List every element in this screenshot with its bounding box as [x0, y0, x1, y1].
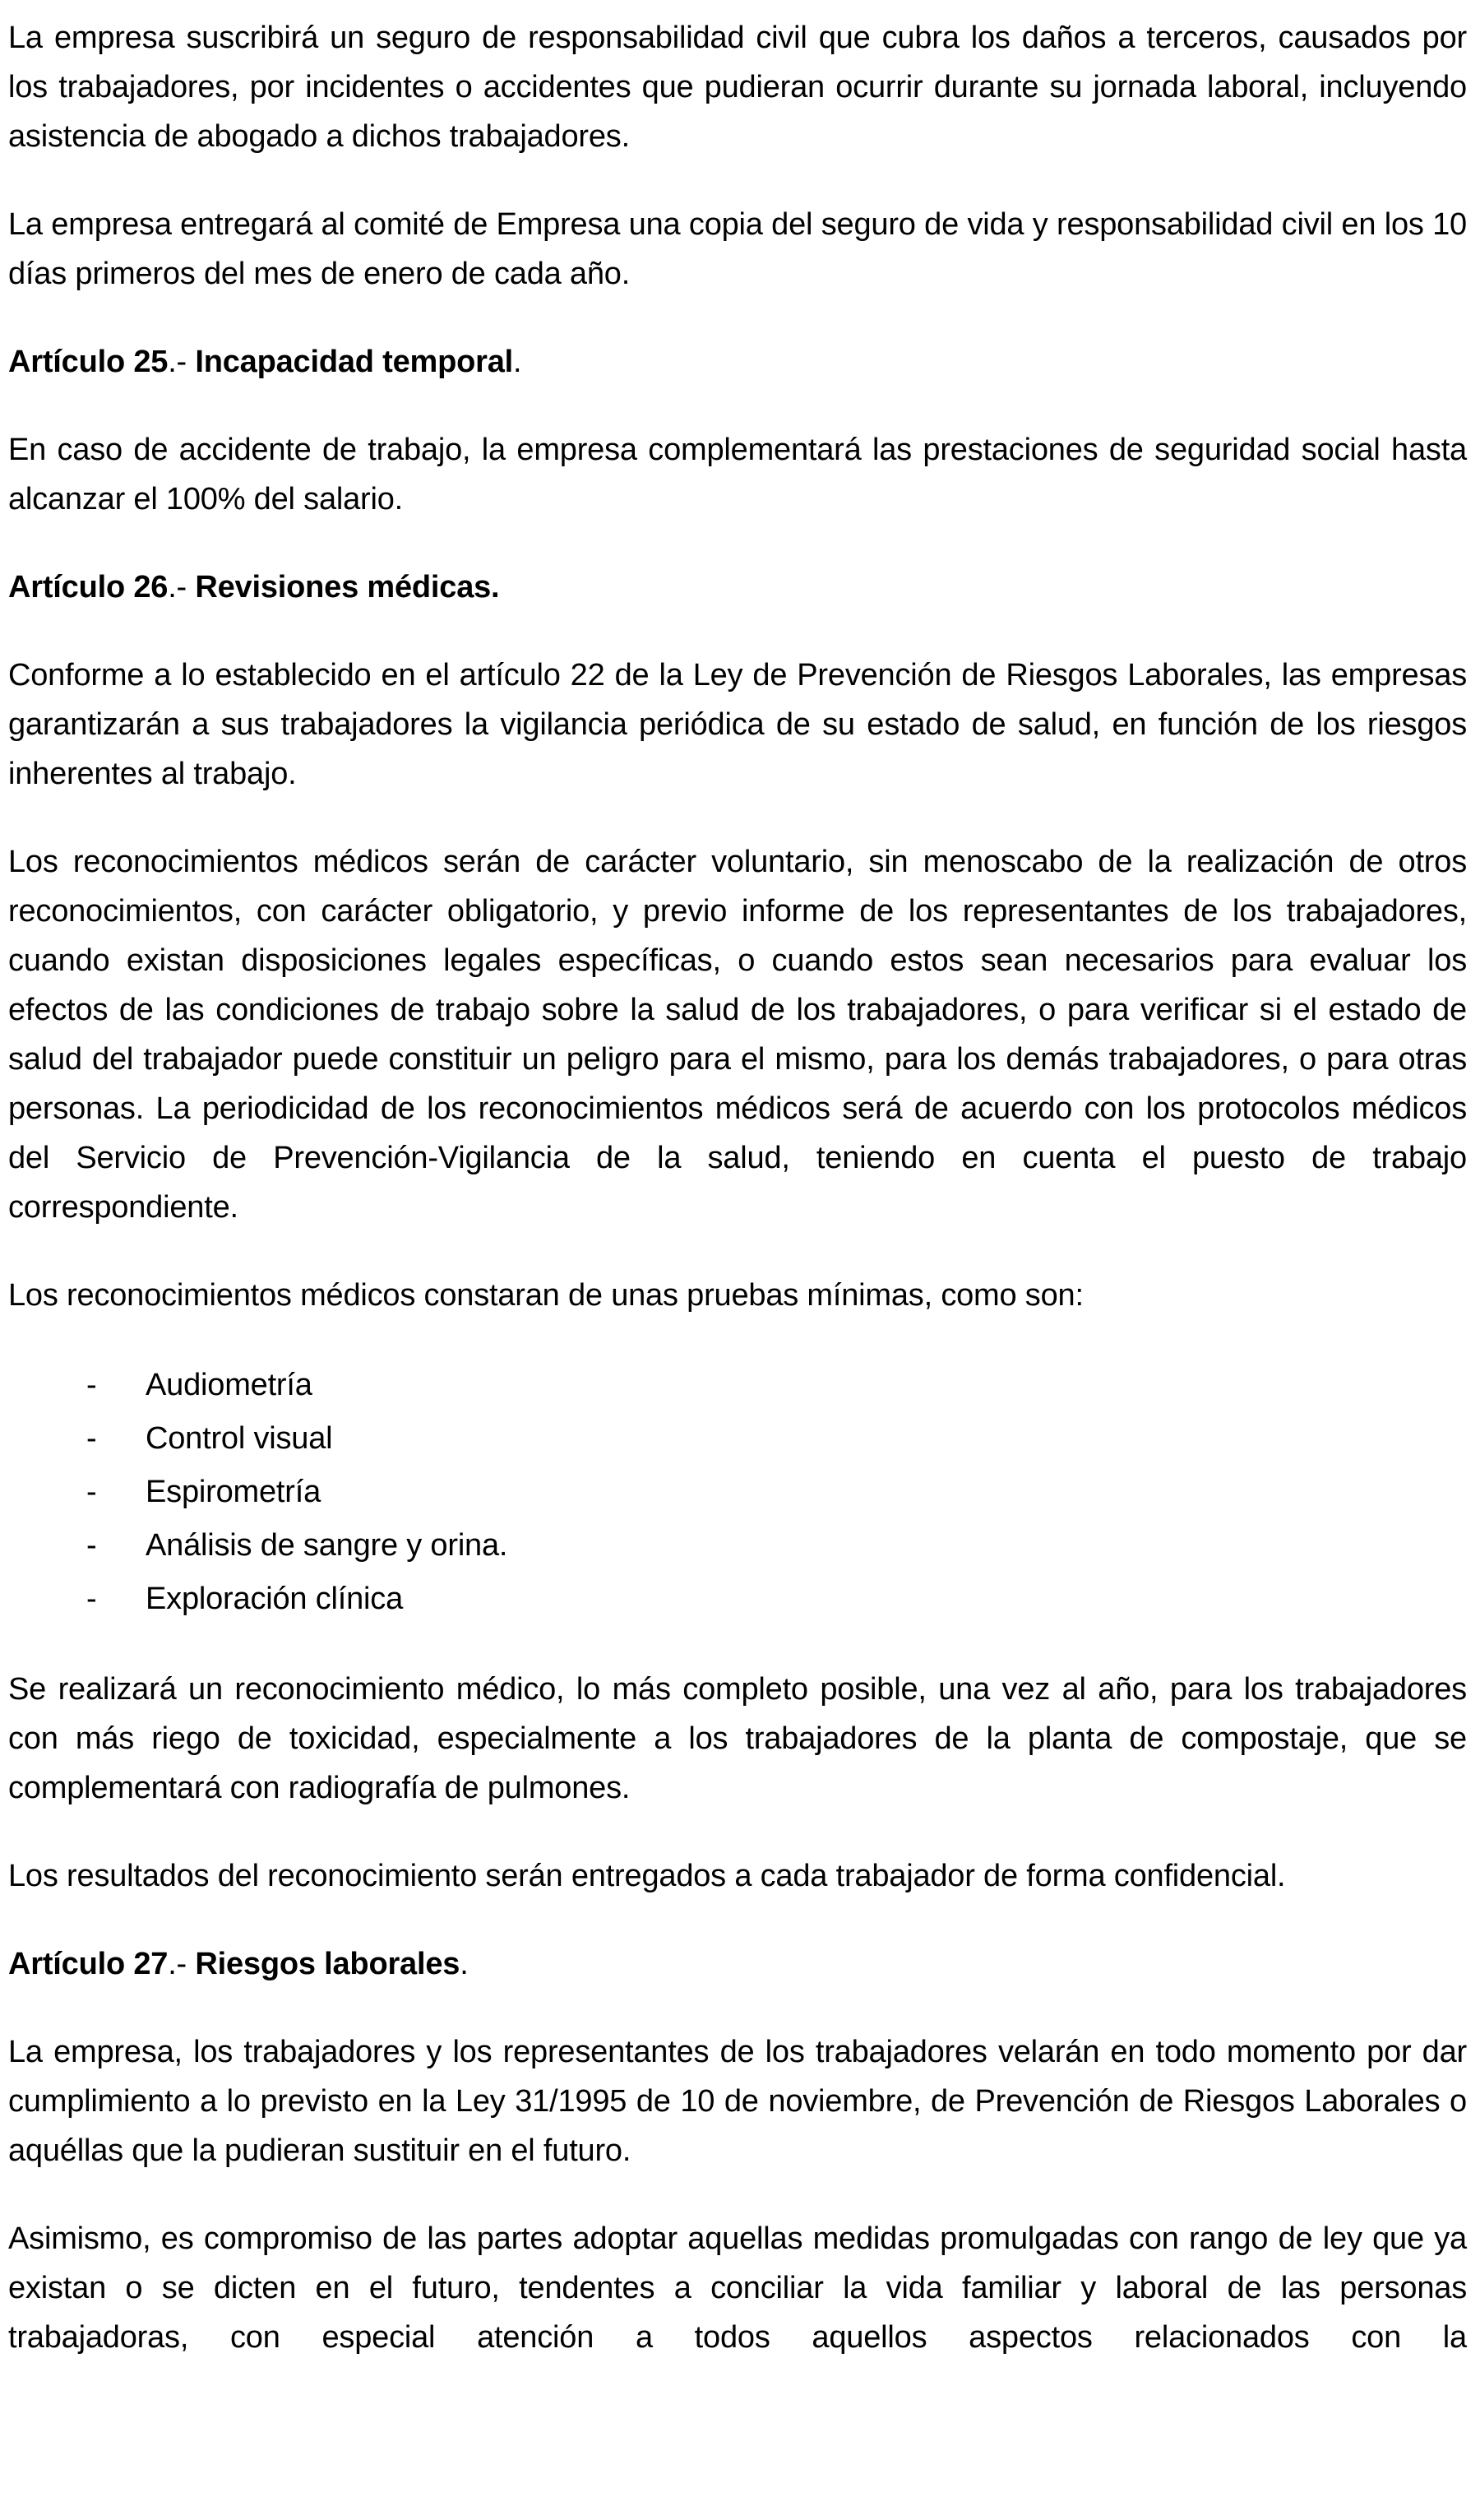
paragraph-reconocimientos-voluntarios: Los reconocimientos médicos serán de carácter voluntario, sin menoscabo de la realización de otros reconocimientos, con carácter obligatorio, y previo informe de los representantes de los trabajadores, cuando existan disposiciones legales específicas, o cuando estos sean necesarios para evaluar los efectos de las condiciones de trabajo sobre la salud de los trabajadores, o para verificar si el estado de salud del trabajador puede constituir un peligro para el mismo, para los demás trabajadores, o para otras personas. La periodicidad de los reconocimientos médicos será de acuerdo con los protocolos médicos del Servicio de Prevención-Vigilancia de la salud, teniendo en cuenta el puesto de trabajo correspondiente. [8, 845, 1467, 1225]
article-25-period: . [513, 345, 522, 379]
list-item-marker: - [86, 1368, 97, 1402]
list-item-marker: - [86, 1582, 97, 1616]
article-27-number: Artículo 27 [8, 1947, 169, 1981]
paragraph-resultados-confidencial: Los resultados del reconocimiento serán entregados a cada trabajador de forma confidencial. [8, 1859, 1286, 1893]
medical-tests-list [8, 1359, 1467, 1626]
paragraph-ley-31-1995: La empresa, los trabajadores y los representantes de los trabajadores velarán en todo momento por dar cumplimiento a lo previsto en la Ley 31/1995 de 10 de noviembre, de Prevención de Riesgos Laborales o aquéllas que la pudieran sustituir en el futuro. [8, 2035, 1467, 2168]
list-item-marker: - [86, 1528, 97, 1563]
list-item-control-visual [8, 1412, 1467, 1466]
list-item-exploracion-clinica [8, 1573, 1467, 1626]
article-27-heading [8, 1939, 1467, 1989]
paragraph-reconocimiento-anual: Se realizará un reconocimiento médico, lo más completo posible, una vez al año, para los trabajadores con más riego de toxicidad, especialmente a los trabajadores de la planta de compostaje, que se complementará con radiografía de pulmones. [8, 1672, 1467, 1805]
list-item-text: Análisis de sangre y orina. [146, 1528, 508, 1563]
paragraph-conciliacion-cortado: Asimismo, es compromiso de las partes adoptar aquellas medidas promulgadas con rango de ley que ya existan o se dicten en el futuro, tendentes a conciliar la vida familiar y laboral de las personas trabajadoras, con especial atención a todos aquellos aspectos relacionados con la [8, 2221, 1467, 2355]
list-item-marker: - [86, 1475, 97, 1509]
list-item-audiometria [8, 1359, 1467, 1412]
article-27-title: Riesgos laborales [195, 1947, 460, 1981]
article-27-separator: .- [168, 1947, 196, 1981]
list-item-marker: - [86, 1421, 97, 1456]
article-26-heading [8, 563, 1467, 612]
list-item-text: Espirometría [146, 1475, 321, 1509]
paragraph-copia-seguro: La empresa entregará al comité de Empresa una copia del seguro de vida y responsabilidad civil en los 10 días primeros del mes de enero de cada año. [8, 207, 1467, 291]
list-item-text: Audiometría [146, 1368, 312, 1402]
list-item-espirometria [8, 1466, 1467, 1519]
article-25-title: Incapacidad temporal [195, 345, 514, 379]
paragraph-incapacidad-temporal: En caso de accidente de trabajo, la empresa complementará las prestaciones de seguridad social hasta alcanzar el 100% del salario. [8, 433, 1467, 517]
article-27-period: . [460, 1947, 469, 1981]
article-26-separator: .- [168, 570, 196, 605]
article-25-heading [8, 337, 1467, 387]
paragraph-seguro-responsabilidad: La empresa suscribirá un seguro de responsabilidad civil que cubra los daños a terceros, causados por los trabajadores, por incidentes o accidentes que pudieran ocurrir durante su jornada laboral, incluyendo asistencia de abogado a dichos trabajadores. [8, 21, 1467, 154]
list-item-text: Exploración clínica [146, 1582, 404, 1616]
article-26-number: Artículo 26 [8, 570, 169, 605]
list-item-analisis-sangre-orina [8, 1519, 1467, 1573]
paragraph-pruebas-minimas-intro: Los reconocimientos médicos constaran de unas pruebas mínimas, como son: [8, 1278, 1084, 1313]
article-26-title: Revisiones médicas. [195, 570, 500, 605]
list-item-text: Control visual [146, 1421, 333, 1456]
article-25-separator: .- [168, 345, 196, 379]
paragraph-ley-prevencion: Conforme a lo establecido en el artículo 22 de la Ley de Prevención de Riesgos Laborales, las empresas garantizarán a sus trabajadores la vigilancia periódica de su estado de salud, en función de los riesgos inherentes al trabajo. [8, 658, 1467, 791]
article-25-number: Artículo 25 [8, 345, 169, 379]
